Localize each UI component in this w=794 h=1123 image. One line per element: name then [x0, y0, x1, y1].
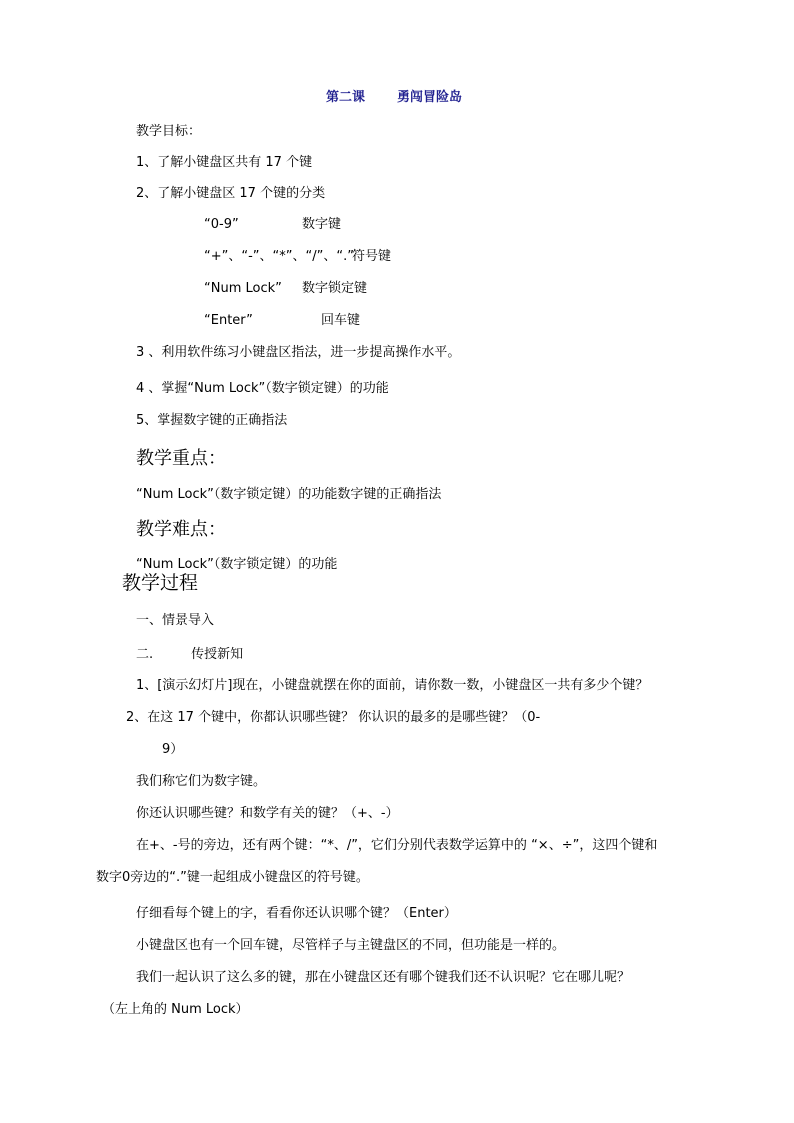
- lesson-title: [326, 90, 462, 106]
- class-key-numlock: “Num Lock”: [204, 281, 282, 296]
- difficult-points-text: “Num Lock”（数字锁定键）的功能: [136, 557, 338, 572]
- paragraph-3: 我们称它们为数字键。: [136, 774, 267, 789]
- paragraph-2a: 2、在这 17 个键中，你都认识哪些键？ 你认识的最多的是哪些键？（0-: [126, 710, 541, 725]
- class-key-digits: “0-9”: [204, 217, 239, 232]
- paragraph-8a: 我们一起认识了这么多的键，那在小键盘区还有哪个键我们还不认识呢？它在哪儿呢？: [136, 970, 631, 985]
- key-points-heading: 教学重点：: [136, 448, 226, 469]
- objective-1: 1、了解小键盘区共有 17 个键: [136, 155, 313, 170]
- paragraph-5a: 在+、-号的旁边，还有两个键：“*、/”，它们分别代表数学运算中的 “×、÷”，这四个键和: [136, 838, 658, 853]
- section-1: 一、情景导入: [136, 613, 215, 628]
- section-2-number: 二.: [136, 647, 154, 662]
- lesson-name: 勇闯冒险岛: [397, 90, 463, 105]
- paragraph-7: 小键盘区也有一个回车键，尽管样子与主键盘区的不同，但功能是一样的。: [136, 938, 566, 953]
- objective-5: 5、掌握数字键的正确指法: [136, 413, 288, 428]
- paragraph-8b: （左上角的 Num Lock）: [102, 1002, 249, 1017]
- class-desc-digits: 数字键: [302, 217, 342, 232]
- paragraph-6: 仔细看每个键上的字，看看你还认识哪个键？（Enter）: [136, 906, 457, 921]
- class-key-symbols: “+”、“-”、“*”、“/”、“.”: [204, 249, 354, 264]
- objective-2: 2、了解小键盘区 17 个键的分类: [136, 186, 326, 201]
- lesson-number: 第二课: [326, 90, 366, 105]
- paragraph-5b: 数字0旁边的“.”键一起组成小键盘区的符号键。: [96, 870, 369, 885]
- objective-3: 3 、利用软件练习小键盘区指法，进一步提高操作水平。: [136, 345, 461, 360]
- paragraph-2b: 9）: [162, 742, 184, 757]
- class-key-enter: “Enter”: [204, 313, 253, 328]
- objective-4: 4 、掌握“Num Lock”（数字锁定键）的功能: [136, 381, 389, 396]
- class-desc-symbols: 符号键: [352, 249, 392, 264]
- objectives-heading: 教学目标：: [136, 124, 202, 139]
- section-2: [136, 647, 243, 663]
- process-heading: 教学过程: [122, 572, 199, 594]
- section-2-title: 传授新知: [191, 647, 244, 662]
- class-desc-enter: 回车键: [321, 313, 361, 328]
- paragraph-1: 1、[演示幻灯片]现在，小键盘就摆在你的面前，请你数一数，小键盘区一共有多少个键？: [136, 678, 649, 693]
- difficult-points-heading: 教学难点：: [136, 519, 226, 540]
- class-desc-numlock: 数字锁定键: [302, 281, 368, 296]
- paragraph-4: 你还认识哪些键？和数学有关的键？（+、-）: [136, 806, 399, 821]
- key-points-text: “Num Lock”（数字锁定键）的功能数字键的正确指法: [136, 487, 442, 502]
